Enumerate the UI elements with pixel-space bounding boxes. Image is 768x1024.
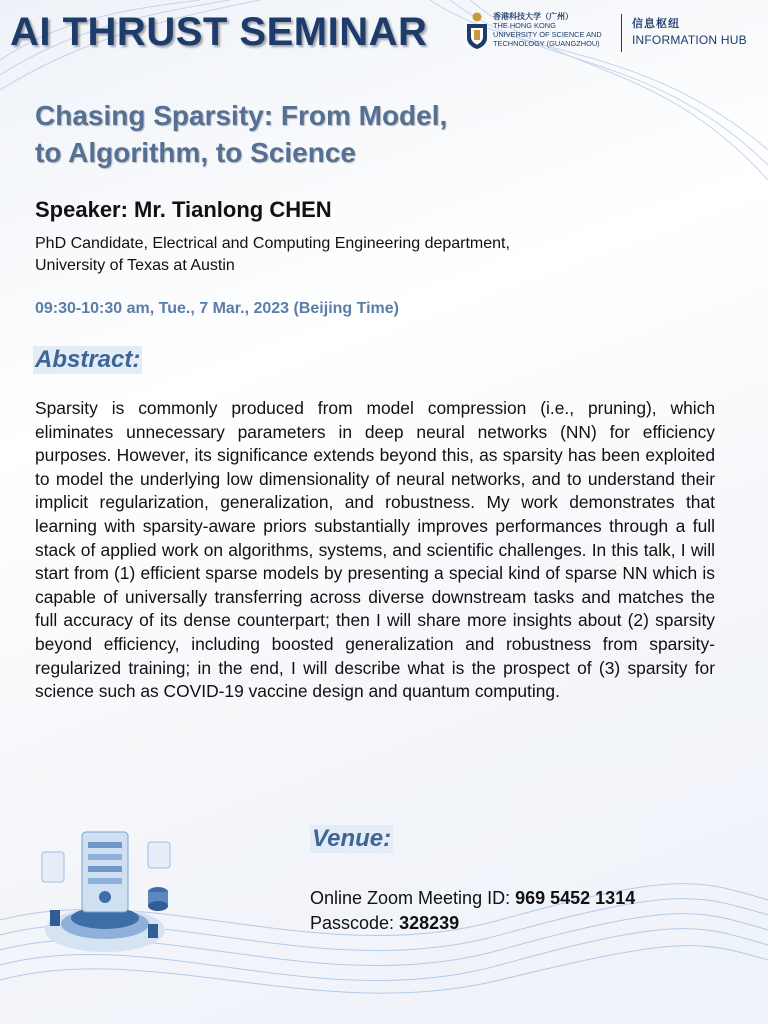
passcode-value: 328239 <box>399 913 460 933</box>
abstract-heading: Abstract: <box>35 346 141 373</box>
passcode-label: Passcode: <box>310 913 400 933</box>
hkust-name-text <box>493 12 602 48</box>
info-hub-name-cn: 信息枢纽 <box>632 18 680 30</box>
hkust-name-en-line3: TECHNOLOGY (GUANGZHOU) <box>493 39 600 48</box>
talk-title <box>35 97 447 171</box>
speaker-affiliation <box>35 233 510 277</box>
seminar-series-title: AI THRUST SEMINAR <box>10 10 428 54</box>
venue-heading: Venue: <box>312 825 392 852</box>
venue-passcode-line <box>310 913 459 934</box>
talk-datetime: 09:30-10:30 am, Tue., 7 Mar., 2023 (Beijing Time) <box>35 300 400 317</box>
venue-meeting-line <box>310 888 635 909</box>
talk-title-line2: to Algorithm, to Science <box>35 137 356 168</box>
hkust-name-en-line1: THE HONG KONG <box>493 21 556 30</box>
hkust-name-en-line2: UNIVERSITY OF SCIENCE AND <box>493 30 602 39</box>
server-illustration-icon <box>30 812 180 962</box>
hkust-emblem-icon <box>465 12 489 50</box>
info-hub-name-en: INFORMATION HUB <box>632 33 747 47</box>
hkust-gz-logo <box>465 12 625 54</box>
logo-divider <box>621 14 622 52</box>
meeting-id-label: Online Zoom Meeting ID: <box>310 888 516 908</box>
affiliation-line1: PhD Candidate, Electrical and Computing Engineering department, <box>35 235 510 252</box>
hkust-name-cn: 香港科技大学（广州） <box>493 12 573 21</box>
talk-title-line1: Chasing Sparsity: From Model, <box>35 100 448 131</box>
meeting-id-value: 969 5452 1314 <box>515 888 636 908</box>
affiliation-line2: University of Texas at Austin <box>35 257 235 274</box>
abstract-text: Sparsity is commonly produced from model compression (i.e., pruning), which eliminates unnecessary parameters in deep neural networks (NN) for efficiency purposes. However, its significance extends beyond this, as sparsity has been exploited to model the underlying low dimensionality of neural networks, and to understand their implicit regularization, generalization, and robustness. My work demonstrates that learning with sparsity-aware priors substantially improves performances through a full stack of applied work on algorithms, systems, and scientific challenges. In this talk, I will start from (1) efficient sparse models by presenting a special kind of sparse NN which is capable of universally transferring across diverse downstream tasks and matches the full accuracy of its dense counterpart; then I will share more insights about (2) sparsity beyond efficiency, including boosted generalization and robustness from sparsity-regularized training; in the end, I will describe what is the prospect of (3) sparsity for science such as COVID-19 vaccine design and quantum computing. <box>35 398 715 702</box>
information-hub-logo <box>632 15 747 47</box>
speaker-name: Speaker: Mr. Tianlong CHEN <box>35 197 332 222</box>
